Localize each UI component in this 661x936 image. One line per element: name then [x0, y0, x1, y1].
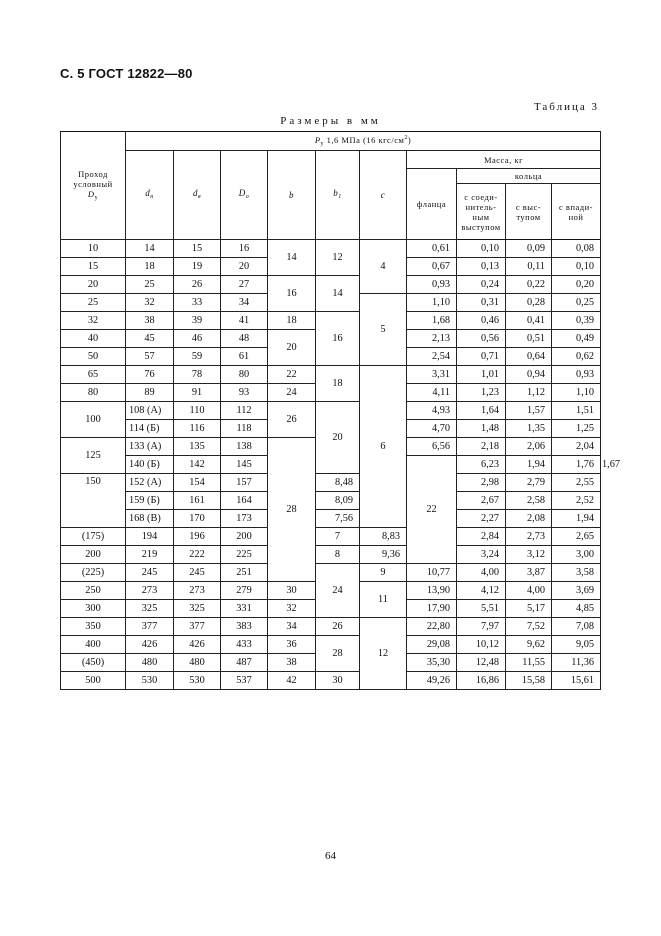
- cell-mass-groove: 15,61: [552, 672, 601, 690]
- cell-mass-flange: 1,68: [407, 312, 457, 330]
- cell-dn: 18: [126, 258, 174, 276]
- cell-dv: 59: [174, 348, 221, 366]
- cell-b1: 18: [316, 366, 360, 402]
- cell-mass-projection: 2,79: [506, 474, 552, 492]
- header-c: [360, 151, 407, 240]
- header-connecting-line1: с соеди-: [464, 191, 498, 202]
- cell-mass-flange: 10,77: [407, 564, 457, 582]
- cell-dn: 57: [126, 348, 174, 366]
- table-row: [61, 240, 601, 258]
- cell-do: 138: [221, 438, 268, 456]
- cell-dn: 168 (В): [126, 510, 174, 528]
- cell-passage: 15: [61, 258, 126, 276]
- cell-dn: 32: [126, 294, 174, 312]
- cell-mass-projection: 3,87: [506, 564, 552, 582]
- cell-mass-flange: 17,90: [407, 600, 457, 618]
- cell-do: 20: [221, 258, 268, 276]
- cell-passage: (450): [61, 654, 126, 672]
- cell-mass-connecting: 0,13: [457, 258, 506, 276]
- cell-passage: 150: [61, 474, 126, 528]
- dimensions-table: [60, 131, 621, 690]
- cell-dv: 196: [174, 528, 221, 546]
- cell-mass-connecting: 3,24: [457, 546, 506, 564]
- cell-mass-groove: 0,08: [552, 240, 601, 258]
- cell-mass-connecting: 12,48: [457, 654, 506, 672]
- header-projection-line2: тупом: [516, 211, 541, 222]
- cell-dv: 426: [174, 636, 221, 654]
- header-pressure-symbol: P: [314, 135, 321, 145]
- cell-mass-groove: 3,69: [552, 582, 601, 600]
- cell-mass-connecting: 1,64: [457, 402, 506, 420]
- cell-mass-connecting: 0,10: [457, 240, 506, 258]
- cell-dv: 91: [174, 384, 221, 402]
- cell-mass-projection: 3,12: [506, 546, 552, 564]
- cell-mass-flange: 0,93: [407, 276, 457, 294]
- table-row: [61, 474, 601, 492]
- cell-do: 487: [221, 654, 268, 672]
- cell-dn: 152 (А): [126, 474, 174, 492]
- cell-mass-projection: 2,06: [506, 438, 552, 456]
- cell-b: 20: [268, 330, 316, 366]
- cell-mass-projection: 1,12: [506, 384, 552, 402]
- cell-dv: 142: [174, 456, 221, 474]
- cell-do: 34: [221, 294, 268, 312]
- header-b-symbol: b: [289, 190, 294, 200]
- cell-b: 22: [268, 366, 316, 384]
- cell-mass-projection: 15,58: [506, 672, 552, 690]
- cell-mass-projection: 5,17: [506, 600, 552, 618]
- cell-c: 4: [360, 240, 407, 294]
- cell-b: 38: [268, 654, 316, 672]
- cell-passage: 200: [61, 546, 126, 564]
- header-connecting-line3: ным: [472, 211, 490, 222]
- cell-dv: 245: [174, 564, 221, 582]
- header-pressure-sub: у: [320, 141, 325, 147]
- cell-b1: 28: [316, 636, 360, 672]
- header-b1-sub: 1: [338, 194, 342, 200]
- cell-mass-groove: 2,55: [552, 474, 601, 492]
- cell-mass-connecting: 0,56: [457, 330, 506, 348]
- cell-passage: 65: [61, 366, 126, 384]
- cell-mass-groove: 1,51: [552, 402, 601, 420]
- cell-mass-connecting: 0,71: [457, 348, 506, 366]
- cell-mass-connecting: 0,31: [457, 294, 506, 312]
- header-c-symbol: c: [380, 190, 386, 200]
- cell-b: 14: [268, 240, 316, 276]
- cell-mass-flange: 9,36: [360, 546, 407, 564]
- cell-mass-groove: 3,58: [552, 564, 601, 582]
- table-row: [61, 564, 601, 582]
- cell-dn: 530: [126, 672, 174, 690]
- cell-passage: 80: [61, 384, 126, 402]
- cell-do: 118: [221, 420, 268, 438]
- cell-mass-projection: 0,41: [506, 312, 552, 330]
- cell-do: 433: [221, 636, 268, 654]
- header-groove-line2: ной: [568, 211, 584, 222]
- cell-mass-flange: 7,56: [316, 510, 360, 528]
- cell-mass-groove: 9,05: [552, 636, 601, 654]
- cell-mass-projection: 1,35: [506, 420, 552, 438]
- cell-do: 251: [221, 564, 268, 582]
- cell-mass-projection: 7,52: [506, 618, 552, 636]
- cell-do: 225: [221, 546, 268, 564]
- cell-do: 80: [221, 366, 268, 384]
- cell-mass-projection: 0,51: [506, 330, 552, 348]
- cell-passage: 350: [61, 618, 126, 636]
- header-groove: [552, 184, 601, 240]
- cell-c: 8: [316, 546, 360, 564]
- header-flange: фланца: [407, 169, 457, 240]
- header-passage-line1: Проход: [78, 168, 108, 179]
- cell-mass-groove: 7,08: [552, 618, 601, 636]
- cell-mass-connecting: 2,84: [457, 528, 506, 546]
- cell-b: 34: [268, 618, 316, 636]
- cell-b: 18: [268, 312, 316, 330]
- cell-mass-connecting: 2,67: [457, 492, 506, 510]
- cell-dn: 25: [126, 276, 174, 294]
- cell-passage: 500: [61, 672, 126, 690]
- cell-dn: 133 (А): [126, 438, 174, 456]
- cell-mass-projection: 0,09: [506, 240, 552, 258]
- cell-dv: 161: [174, 492, 221, 510]
- header-mass: Масса, кг: [407, 151, 601, 169]
- header-dv-symbol: d: [192, 188, 198, 198]
- cell-do: 383: [221, 618, 268, 636]
- cell-dn: 14: [126, 240, 174, 258]
- cell-dn: 76: [126, 366, 174, 384]
- cell-passage: 20: [61, 276, 126, 294]
- cell-mass-connecting: 1,48: [457, 420, 506, 438]
- dimensions-table-container: [60, 131, 621, 690]
- cell-passage: 125: [61, 438, 126, 474]
- cell-do: 157: [221, 474, 268, 492]
- cell-mass-connecting: 4,12: [457, 582, 506, 600]
- cell-mass-connecting: 7,97: [457, 618, 506, 636]
- cell-dn: 114 (Б): [126, 420, 174, 438]
- cell-do: 173: [221, 510, 268, 528]
- cell-do: 200: [221, 528, 268, 546]
- cell-dv: 222: [174, 546, 221, 564]
- cell-mass-projection: 0,94: [506, 366, 552, 384]
- cell-do: 537: [221, 672, 268, 690]
- cell-dn: 89: [126, 384, 174, 402]
- cell-mass-flange: 2,54: [407, 348, 457, 366]
- cell-mass-connecting: 2,18: [457, 438, 506, 456]
- cell-b: 36: [268, 636, 316, 654]
- cell-dv: 273: [174, 582, 221, 600]
- header-groove-line1: с впади-: [559, 201, 593, 212]
- cell-mass-groove: 0,25: [552, 294, 601, 312]
- table-row: [61, 402, 601, 420]
- cell-mass-flange: 35,30: [407, 654, 457, 672]
- table-row: [61, 528, 601, 546]
- cell-mass-groove: 1,94: [552, 510, 601, 528]
- table-row: [61, 546, 601, 564]
- cell-dv: 78: [174, 366, 221, 384]
- header-passage: [61, 132, 126, 240]
- cell-b1: 26: [316, 618, 360, 636]
- header-do-sub: о: [245, 194, 250, 200]
- header-dn-symbol: d: [145, 188, 151, 198]
- cell-mass-connecting: 5,51: [457, 600, 506, 618]
- header-pressure: [126, 132, 601, 151]
- cell-dv: 19: [174, 258, 221, 276]
- cell-do: 112: [221, 402, 268, 420]
- header-passage-symbol: D: [87, 188, 95, 199]
- cell-mass-flange: 8,09: [316, 492, 360, 510]
- cell-b: 26: [268, 402, 316, 438]
- cell-dv: 377: [174, 618, 221, 636]
- cell-dv: 110: [174, 402, 221, 420]
- cell-b: 24: [268, 384, 316, 402]
- table-row: [61, 672, 601, 690]
- cell-mass-connecting: 0,46: [457, 312, 506, 330]
- cell-mass-groove: 4,85: [552, 600, 601, 618]
- cell-b1: 20: [316, 402, 360, 474]
- cell-mass-projection: 4,00: [506, 582, 552, 600]
- cell-do: 27: [221, 276, 268, 294]
- cell-dv: 135: [174, 438, 221, 456]
- cell-mass-connecting: 16,86: [457, 672, 506, 690]
- cell-b: 30: [268, 582, 316, 600]
- cell-dv: 33: [174, 294, 221, 312]
- cell-mass-flange: 6,56: [407, 438, 457, 456]
- cell-mass-groove: 0,49: [552, 330, 601, 348]
- cell-mass-flange: 0,67: [407, 258, 457, 276]
- cell-passage: (175): [61, 528, 126, 546]
- cell-mass-groove: 0,93: [552, 366, 601, 384]
- cell-mass-connecting: 0,24: [457, 276, 506, 294]
- cell-c: 9: [360, 564, 407, 582]
- cell-dv: 26: [174, 276, 221, 294]
- cell-mass-connecting: 10,12: [457, 636, 506, 654]
- header-pressure-sup: 2: [404, 135, 408, 141]
- cell-b1: 24: [316, 564, 360, 618]
- cell-dn: 245: [126, 564, 174, 582]
- cell-c: 12: [360, 618, 407, 690]
- cell-dv: 116: [174, 420, 221, 438]
- cell-dn: 38: [126, 312, 174, 330]
- cell-dn: 140 (Б): [126, 456, 174, 474]
- cell-mass-flange: 3,31: [407, 366, 457, 384]
- header-connecting: [457, 184, 506, 240]
- cell-c: 11: [360, 582, 407, 618]
- cell-passage: 40: [61, 330, 126, 348]
- cell-mass-flange: 4,70: [407, 420, 457, 438]
- cell-mass-connecting: 1,94: [506, 456, 552, 474]
- header-connecting-line4: выступом: [461, 221, 501, 232]
- cell-passage: 50: [61, 348, 126, 366]
- document-header: С. 5 ГОСТ 12822—80: [60, 66, 193, 81]
- cell-mass-projection: 11,55: [506, 654, 552, 672]
- cell-mass-groove: 0,62: [552, 348, 601, 366]
- page-number: 64: [325, 850, 336, 862]
- cell-dv: 325: [174, 600, 221, 618]
- table-row: [61, 366, 601, 384]
- cell-mass-projection: 0,11: [506, 258, 552, 276]
- cell-dn: 45: [126, 330, 174, 348]
- cell-do: 61: [221, 348, 268, 366]
- cell-mass-groove: 0,10: [552, 258, 601, 276]
- cell-mass-groove: 3,00: [552, 546, 601, 564]
- table-row: [61, 276, 601, 294]
- cell-do: 93: [221, 384, 268, 402]
- table-row: [61, 618, 601, 636]
- cell-b: 16: [268, 276, 316, 312]
- cell-b: 28: [268, 438, 316, 582]
- header-ring: кольца: [457, 169, 601, 184]
- cell-mass-projection: 2,58: [506, 492, 552, 510]
- cell-mass-projection: 9,62: [506, 636, 552, 654]
- cell-mass-flange: 49,26: [407, 672, 457, 690]
- cell-dn: 426: [126, 636, 174, 654]
- cell-mass-flange: 22,80: [407, 618, 457, 636]
- cell-dn: 159 (Б): [126, 492, 174, 510]
- cell-mass-connecting: 1,23: [457, 384, 506, 402]
- cell-c: 7: [316, 528, 360, 546]
- cell-mass-connecting: 4,00: [457, 564, 506, 582]
- table-row: [61, 312, 601, 330]
- cell-mass-flange: 2,13: [407, 330, 457, 348]
- cell-mass-connecting: 2,27: [457, 510, 506, 528]
- table-number: Таблица 3: [533, 101, 599, 113]
- cell-do: 41: [221, 312, 268, 330]
- cell-c: 6: [360, 366, 407, 528]
- cell-mass-projection: 2,73: [506, 528, 552, 546]
- cell-mass-connecting: 1,01: [457, 366, 506, 384]
- cell-dv: 15: [174, 240, 221, 258]
- cell-dv: 480: [174, 654, 221, 672]
- cell-dn: 480: [126, 654, 174, 672]
- cell-mass-projection: 0,28: [506, 294, 552, 312]
- cell-dn: 219: [126, 546, 174, 564]
- cell-b: 42: [268, 672, 316, 690]
- cell-passage: (225): [61, 564, 126, 582]
- cell-dv: 39: [174, 312, 221, 330]
- table-row: [61, 636, 601, 654]
- cell-b1: 12: [316, 240, 360, 276]
- dimensions-caption: Размеры в мм: [280, 115, 381, 127]
- cell-b: 32: [268, 600, 316, 618]
- cell-dn: 108 (А): [126, 402, 174, 420]
- header-do-symbol: D: [238, 188, 246, 198]
- cell-mass-projection: 2,08: [506, 510, 552, 528]
- header-dv: [174, 151, 221, 240]
- cell-mass-groove: 2,52: [552, 492, 601, 510]
- cell-do: 331: [221, 600, 268, 618]
- cell-dn: 325: [126, 600, 174, 618]
- cell-b1: 14: [316, 276, 360, 312]
- table-row: [61, 510, 601, 528]
- cell-do: 279: [221, 582, 268, 600]
- header-projection: [506, 184, 552, 240]
- header-dn-sub: н: [150, 194, 154, 200]
- cell-mass-flange: 29,08: [407, 636, 457, 654]
- cell-do: 16: [221, 240, 268, 258]
- cell-mass-projection: 0,64: [506, 348, 552, 366]
- cell-dv: 46: [174, 330, 221, 348]
- cell-mass-groove: 0,39: [552, 312, 601, 330]
- cell-b1: 16: [316, 312, 360, 366]
- cell-mass-flange: 8,48: [316, 474, 360, 492]
- header-do: [221, 151, 268, 240]
- cell-dv: 530: [174, 672, 221, 690]
- header-b: [268, 151, 316, 240]
- header-pressure-end: ): [407, 135, 412, 145]
- cell-mass-projection: 0,22: [506, 276, 552, 294]
- table-row: 140 (Б) 142 145 22 6,23 1,94 1,76 1,67: [61, 456, 601, 474]
- cell-passage: 250: [61, 582, 126, 600]
- cell-do: 164: [221, 492, 268, 510]
- cell-do: 145: [221, 456, 268, 474]
- cell-passage: 10: [61, 240, 126, 258]
- cell-mass-flange: 1,10: [407, 294, 457, 312]
- cell-dn: 194: [126, 528, 174, 546]
- cell-mass-flange: 4,93: [407, 402, 457, 420]
- cell-mass-flange: 4,11: [407, 384, 457, 402]
- header-projection-line1: с выс-: [515, 201, 542, 212]
- cell-dv: 154: [174, 474, 221, 492]
- cell-mass-flange: 6,23: [457, 456, 506, 474]
- cell-passage: 32: [61, 312, 126, 330]
- cell-do: 48: [221, 330, 268, 348]
- cell-passage: 100: [61, 402, 126, 438]
- cell-dn: 377: [126, 618, 174, 636]
- cell-mass-groove: 1,10: [552, 384, 601, 402]
- cell-mass-flange: 8,83: [360, 528, 407, 546]
- cell-dv: 170: [174, 510, 221, 528]
- cell-mass-flange: 13,90: [407, 582, 457, 600]
- cell-passage: 400: [61, 636, 126, 654]
- header-dv-sub: в: [197, 194, 202, 200]
- header-passage-sub: у: [94, 194, 99, 201]
- cell-mass-groove: 2,04: [552, 438, 601, 456]
- cell-passage: 25: [61, 294, 126, 312]
- header-passage-line2: условный: [73, 178, 113, 189]
- cell-mass-flange: 0,61: [407, 240, 457, 258]
- cell-mass-groove: 0,20: [552, 276, 601, 294]
- header-connecting-line2: нитель-: [465, 201, 497, 212]
- header-pressure-text: 1,6 МПа (16 кгс/см: [324, 135, 405, 145]
- cell-mass-groove: 2,65: [552, 528, 601, 546]
- cell-passage: 300: [61, 600, 126, 618]
- cell-mass-groove: 1,25: [552, 420, 601, 438]
- cell-b1: 22: [407, 456, 457, 564]
- cell-c: 5: [360, 294, 407, 366]
- table-row: [61, 492, 601, 510]
- cell-mass-connecting: 2,98: [457, 474, 506, 492]
- header-dn: [126, 151, 174, 240]
- cell-mass-projection: 1,57: [506, 402, 552, 420]
- cell-dn: 273: [126, 582, 174, 600]
- cell-b1: 30: [316, 672, 360, 690]
- header-b1-symbol: b: [333, 188, 339, 198]
- cell-mass-projection: 1,76: [552, 456, 601, 474]
- cell-mass-groove: 11,36: [552, 654, 601, 672]
- header-b1: [316, 151, 360, 240]
